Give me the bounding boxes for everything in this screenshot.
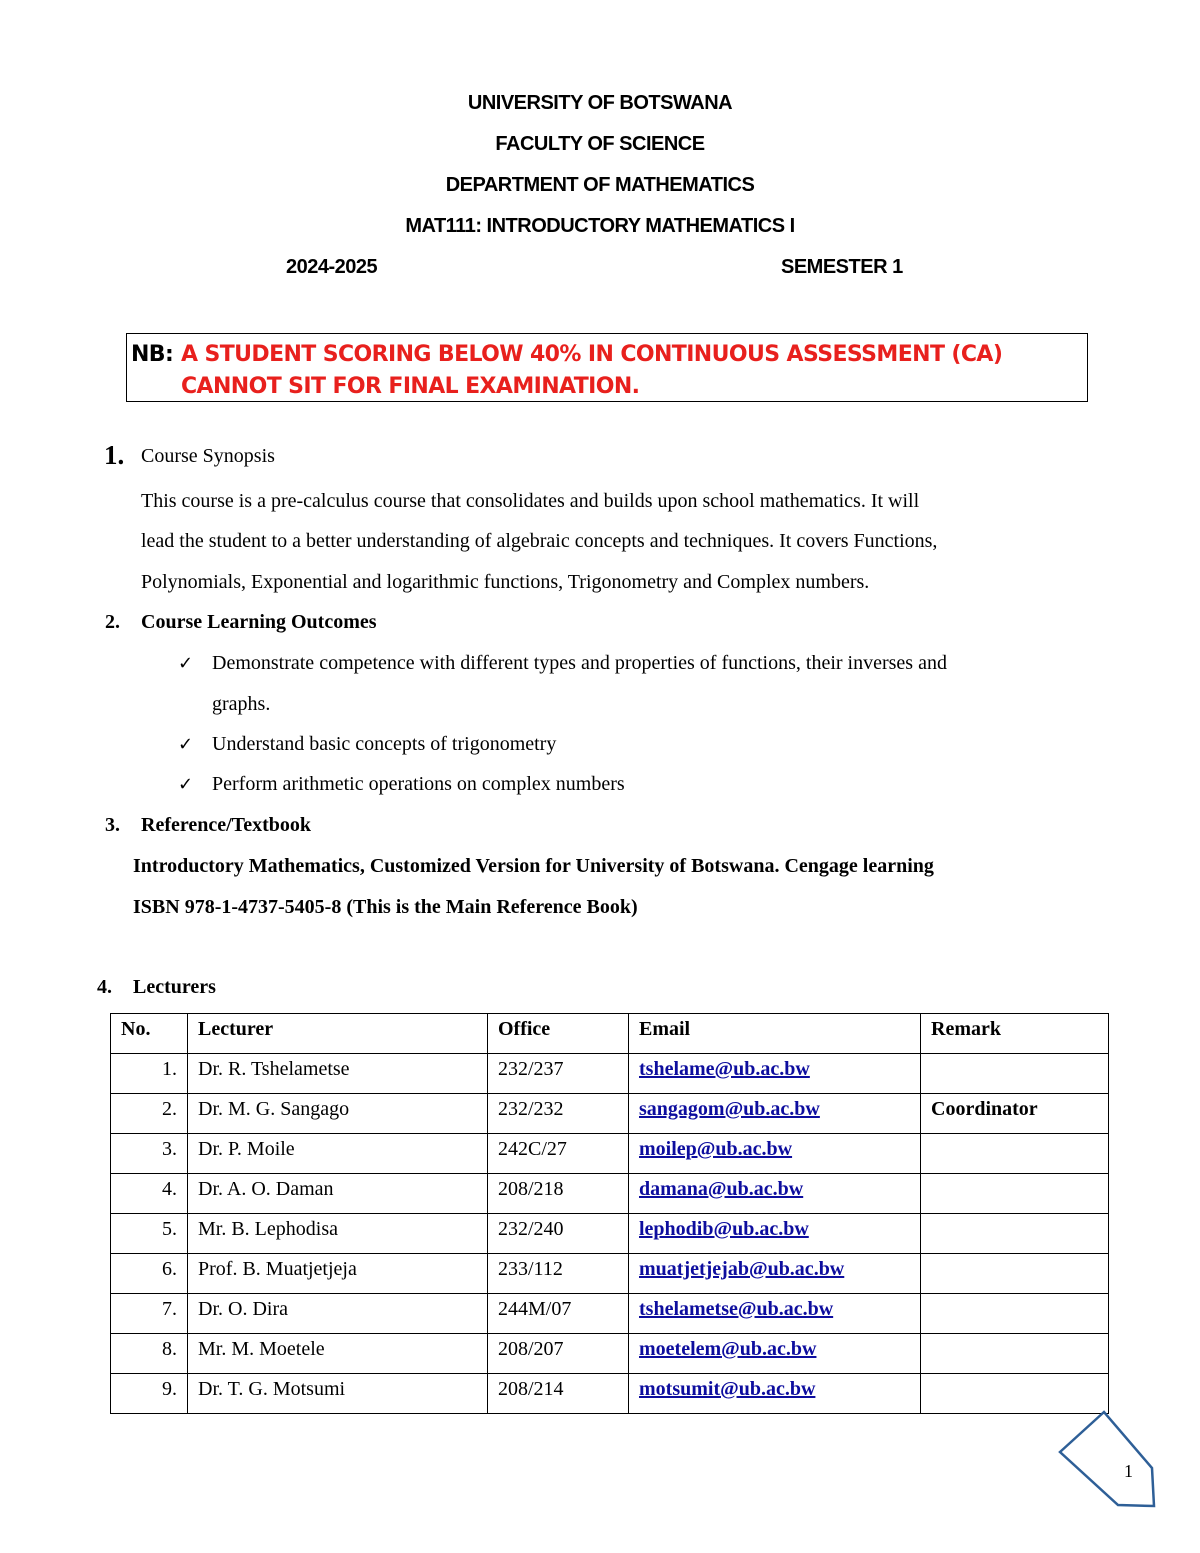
row-number: 1. [111,1054,188,1094]
remark [921,1134,1109,1174]
lecturer-name: Mr. B. Lephodisa [188,1214,488,1254]
university-name: UNIVERSITY OF BOTSWANA [467,92,733,114]
email-link[interactable]: muatjetjejab@ub.ac.bw [629,1254,921,1294]
lecturer-name: Mr. M. Moetele [188,1334,488,1374]
row-number: 2. [111,1094,188,1134]
faculty-name: FACULTY OF SCIENCE [495,133,705,155]
column-header-remark: Remark [921,1014,1109,1054]
office-number: 232/237 [488,1054,629,1094]
office-number: 232/232 [488,1094,629,1134]
table-row [111,1134,1109,1174]
notice-line-1: A STUDENT SCORING BELOW 40% IN CONTINUOUS ASSESSMENT (CA) [181,342,1003,367]
table-row [111,1334,1109,1374]
lecturer-name: Dr. P. Moile [188,1134,488,1174]
checkmark-icon: ✓ [178,734,194,755]
row-number: 9. [111,1374,188,1414]
office-number: 232/240 [488,1214,629,1254]
row-number: 8. [111,1334,188,1374]
remark [921,1214,1109,1254]
email-link[interactable]: motsumit@ub.ac.bw [629,1374,921,1414]
email-link[interactable]: lephodib@ub.ac.bw [629,1214,921,1254]
row-number: 3. [111,1134,188,1174]
notice-label: NB: [131,342,174,367]
section-3-title: Reference/Textbook [141,814,311,836]
row-number: 6. [111,1254,188,1294]
email-link[interactable]: damana@ub.ac.bw [629,1174,921,1214]
department-name: DEPARTMENT OF MATHEMATICS [445,174,755,196]
office-number: 208/214 [488,1374,629,1414]
email-link[interactable]: sangagom@ub.ac.bw [629,1094,921,1134]
row-number: 5. [111,1214,188,1254]
synopsis-line-1: This course is a pre-calculus course that consolidates and builds upon school mathematics. It will [141,490,920,512]
column-header-no: No. [111,1014,188,1054]
outcome-3: Perform arithmetic operations on complex numbers [212,773,625,795]
section-2-number: 2. [105,611,120,633]
checkmark-icon: ✓ [178,774,194,795]
notice-line-2: CANNOT SIT FOR FINAL EXAMINATION. [181,374,640,399]
table-row [111,1374,1109,1414]
email-link[interactable]: moilep@ub.ac.bw [629,1134,921,1174]
outcome-1-line-2: graphs. [212,693,271,715]
column-header-email: Email [629,1014,921,1054]
section-2-title: Course Learning Outcomes [141,611,377,633]
outcome-2: Understand basic concepts of trigonometry [212,733,557,755]
column-header-office: Office [488,1014,629,1054]
lecturer-name: Dr. R. Tshelametse [188,1054,488,1094]
row-number: 7. [111,1294,188,1334]
section-4-title: Lecturers [133,976,216,998]
academic-year: 2024-2025 [286,256,378,278]
section-1-title: Course Synopsis [141,445,275,467]
notice-box [126,333,1088,402]
section-1-number: 1. [104,440,125,470]
synopsis-line-3: Polynomials, Exponential and logarithmic functions, Trigonometry and Complex numbers. [141,571,870,593]
email-link[interactable]: moetelem@ub.ac.bw [629,1334,921,1374]
table-header-row [111,1014,1109,1054]
remark [921,1334,1109,1374]
lecturer-name: Dr. O. Dira [188,1294,488,1334]
remark [921,1294,1109,1334]
remark [921,1054,1109,1094]
page-number-badge [1058,1410,1160,1512]
textbook-isbn: ISBN 978-1-4737-5405-8 (This is the Main Reference Book) [133,896,638,918]
lecturer-name: Dr. M. G. Sangago [188,1094,488,1134]
table-row [111,1254,1109,1294]
lecturer-name: Prof. B. Muatjetjeja [188,1254,488,1294]
office-number: 244M/07 [488,1294,629,1334]
checkmark-icon: ✓ [178,653,194,674]
office-number: 242C/27 [488,1134,629,1174]
remark [921,1374,1109,1414]
remark [921,1174,1109,1214]
outcome-1-line-1: Demonstrate competence with different types and properties of functions, their inverses and [212,652,947,674]
row-number: 4. [111,1174,188,1214]
section-4-number: 4. [97,976,112,998]
semester: SEMESTER 1 [781,256,903,278]
lecturer-name: Dr. A. O. Daman [188,1174,488,1214]
synopsis-line-2: lead the student to a better understanding of algebraic concepts and techniques. It covers Functions, [141,530,938,552]
lecturers-table [110,1013,1109,1414]
page-number: 1 [1124,1461,1133,1481]
table-row [111,1054,1109,1094]
course-title: MAT111: INTRODUCTORY MATHEMATICS I [405,215,795,237]
textbook-title: Introductory Mathematics, Customized Version for University of Botswana. Cengage learning [133,855,934,877]
email-link[interactable]: tshelame@ub.ac.bw [629,1054,921,1094]
table-row [111,1214,1109,1254]
lecturer-name: Dr. T. G. Motsumi [188,1374,488,1414]
column-header-lecturer: Lecturer [188,1014,488,1054]
office-number: 208/218 [488,1174,629,1214]
page-corner-shape [1060,1412,1154,1506]
table-row [111,1094,1109,1134]
section-3-number: 3. [105,814,120,836]
table-row [111,1294,1109,1334]
remark [921,1254,1109,1294]
remark: Coordinator [921,1094,1109,1134]
table-row [111,1174,1109,1214]
office-number: 208/207 [488,1334,629,1374]
office-number: 233/112 [488,1254,629,1294]
email-link[interactable]: tshelametse@ub.ac.bw [629,1294,921,1334]
